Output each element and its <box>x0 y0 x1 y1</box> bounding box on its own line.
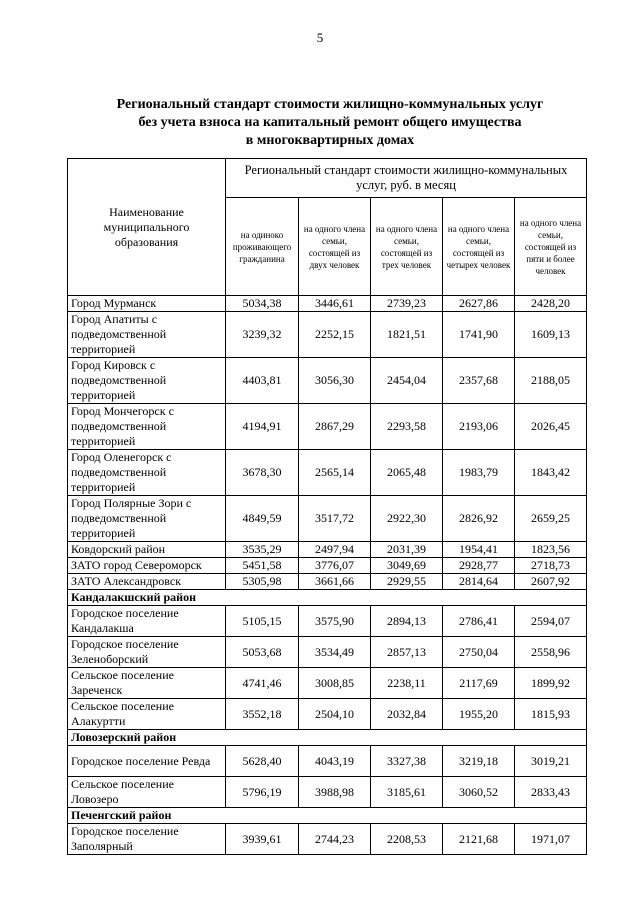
cost-value: 3239,32 <box>226 312 299 358</box>
table-row <box>68 699 587 730</box>
cost-value: 5451,58 <box>226 558 299 574</box>
cost-value: 4849,59 <box>226 496 299 542</box>
section-heading: Кандалакшский район <box>68 590 587 606</box>
municipality-name: ЗАТО город Североморск <box>68 558 226 574</box>
cost-value: 2744,23 <box>299 824 371 855</box>
cost-value: 1815,93 <box>515 699 587 730</box>
cost-value: 4741,46 <box>226 668 299 699</box>
cost-value: 3661,66 <box>299 574 371 590</box>
municipality-name: Ковдорский район <box>68 542 226 558</box>
header-family-of-five-plus: на одного члена семьи, состоящей из пяти и более человек <box>515 198 587 296</box>
header-standard-group: Региональный стандарт стоимости жилищно-коммунальных услуг, руб. в месяц <box>226 159 587 198</box>
cost-value: 2739,23 <box>371 296 443 312</box>
cost-value: 4403,81 <box>226 358 299 404</box>
cost-value: 2238,11 <box>371 668 443 699</box>
page-number: 5 <box>316 30 324 45</box>
cost-value: 2252,15 <box>299 312 371 358</box>
cost-value: 1741,90 <box>443 312 515 358</box>
cost-value: 3185,61 <box>371 777 443 808</box>
cost-value: 2428,20 <box>515 296 587 312</box>
cost-value: 3049,69 <box>371 558 443 574</box>
cost-value: 2293,58 <box>371 404 443 450</box>
municipality-name: Городское поселение Ревда <box>68 746 226 777</box>
title-line: Региональный стандарт стоимости жилищно-коммунальных услуг <box>116 97 544 112</box>
cost-value: 5105,15 <box>226 606 299 637</box>
cost-value: 3019,21 <box>515 746 587 777</box>
cost-value: 3535,29 <box>226 542 299 558</box>
cost-value: 4194,91 <box>226 404 299 450</box>
header-family-of-four: на одного члена семьи, состоящей из четырех человек <box>443 198 515 296</box>
cost-value: 2565,14 <box>299 450 371 496</box>
cost-value: 2026,45 <box>515 404 587 450</box>
table-row <box>68 542 587 558</box>
cost-value: 1843,42 <box>515 450 587 496</box>
table-row <box>68 574 587 590</box>
cost-value: 3060,52 <box>443 777 515 808</box>
cost-value: 2894,13 <box>371 606 443 637</box>
cost-value: 2594,07 <box>515 606 587 637</box>
table-row <box>68 558 587 574</box>
cost-value: 2659,25 <box>515 496 587 542</box>
table-row <box>68 404 587 450</box>
cost-value: 2497,94 <box>299 542 371 558</box>
section-heading: Печенгский район <box>68 808 587 824</box>
cost-value: 3575,90 <box>299 606 371 637</box>
table-row <box>68 777 587 808</box>
cost-value: 1955,20 <box>443 699 515 730</box>
cost-value: 2857,13 <box>371 637 443 668</box>
cost-value: 1899,92 <box>515 668 587 699</box>
cost-value: 2928,77 <box>443 558 515 574</box>
cost-value: 2627,86 <box>443 296 515 312</box>
table-row <box>68 824 587 855</box>
cost-value: 1971,07 <box>515 824 587 855</box>
cost-value: 2750,04 <box>443 637 515 668</box>
cost-value: 3327,38 <box>371 746 443 777</box>
cost-value: 2357,68 <box>443 358 515 404</box>
cost-value: 3517,72 <box>299 496 371 542</box>
cost-value: 3534,49 <box>299 637 371 668</box>
header-family-of-two: на одного члена семьи, состоящей из двух человек <box>299 198 371 296</box>
header-family-of-three: на одного члена семьи, состоящей из трех человек <box>371 198 443 296</box>
table-row <box>68 358 587 404</box>
table-row <box>68 496 587 542</box>
cost-value: 5305,98 <box>226 574 299 590</box>
section-heading: Ловозерский район <box>68 730 587 746</box>
header-single-resident: на одиноко проживающего гражданина <box>226 198 299 296</box>
cost-value: 2454,04 <box>371 358 443 404</box>
cost-value: 2031,39 <box>371 542 443 558</box>
cost-value: 2867,29 <box>299 404 371 450</box>
cost-value: 1823,56 <box>515 542 587 558</box>
table-row <box>68 450 587 496</box>
cost-value: 3446,61 <box>299 296 371 312</box>
table-row <box>68 606 587 637</box>
cost-value: 2065,48 <box>371 450 443 496</box>
table-row <box>68 637 587 668</box>
cost-value: 4043,19 <box>299 746 371 777</box>
municipality-name: Город Апатиты с подведомственной территорией <box>68 312 226 358</box>
cost-value: 2208,53 <box>371 824 443 855</box>
cost-value: 2929,55 <box>371 574 443 590</box>
section-row <box>68 590 587 606</box>
municipality-name: Городское поселение Заполярный <box>68 824 226 855</box>
municipality-name: Сельское поселение Зареченск <box>68 668 226 699</box>
cost-value: 2504,10 <box>299 699 371 730</box>
cost-value: 2607,92 <box>515 574 587 590</box>
cost-value: 2922,30 <box>371 496 443 542</box>
cost-value: 3056,30 <box>299 358 371 404</box>
section-row <box>68 808 587 824</box>
table-row <box>68 746 587 777</box>
cost-value: 3552,18 <box>226 699 299 730</box>
title-line: в многоквартирных домах <box>245 133 415 148</box>
table-row <box>68 312 587 358</box>
municipality-name: Сельское поселение Алакуртти <box>68 699 226 730</box>
table-row <box>68 296 587 312</box>
cost-value: 3776,07 <box>299 558 371 574</box>
cost-value: 2188,05 <box>515 358 587 404</box>
cost-value: 1983,79 <box>443 450 515 496</box>
title-line: без учета взноса на капитальный ремонт общего имущества <box>138 115 522 130</box>
header-municipality: Наименование муниципального образования <box>68 159 226 296</box>
cost-value: 1609,13 <box>515 312 587 358</box>
cost-value: 2786,41 <box>443 606 515 637</box>
cost-value: 2826,92 <box>443 496 515 542</box>
cost-value: 2558,96 <box>515 637 587 668</box>
section-row <box>68 730 587 746</box>
cost-value: 3988,98 <box>299 777 371 808</box>
cost-value: 2718,73 <box>515 558 587 574</box>
cost-value: 5628,40 <box>226 746 299 777</box>
cost-value: 1954,41 <box>443 542 515 558</box>
table-body <box>68 296 587 855</box>
cost-value: 2193,06 <box>443 404 515 450</box>
cost-value: 5796,19 <box>226 777 299 808</box>
table-row <box>68 668 587 699</box>
document-title <box>60 96 600 150</box>
cost-value: 3008,85 <box>299 668 371 699</box>
cost-value: 3939,61 <box>226 824 299 855</box>
municipality-name: Сельское поселение Ловозеро <box>68 777 226 808</box>
municipality-name: ЗАТО Александровск <box>68 574 226 590</box>
cost-value: 3678,30 <box>226 450 299 496</box>
cost-value: 2814,64 <box>443 574 515 590</box>
cost-value: 2121,68 <box>443 824 515 855</box>
municipality-name: Город Мончегорск с подведомственной территорией <box>68 404 226 450</box>
cost-value: 1821,51 <box>371 312 443 358</box>
municipality-name: Городское поселение Кандалакша <box>68 606 226 637</box>
cost-value: 3219,18 <box>443 746 515 777</box>
cost-value: 2117,69 <box>443 668 515 699</box>
housing-cost-table <box>67 158 587 855</box>
municipality-name: Город Мурманск <box>68 296 226 312</box>
municipality-name: Город Полярные Зори с подведомственной территорией <box>68 496 226 542</box>
municipality-name: Городское поселение Зеленоборский <box>68 637 226 668</box>
municipality-name: Город Оленегорск с подведомственной территорией <box>68 450 226 496</box>
cost-value: 2833,43 <box>515 777 587 808</box>
cost-value: 5053,68 <box>226 637 299 668</box>
municipality-name: Город Кировск с подведомственной территорией <box>68 358 226 404</box>
cost-value: 5034,38 <box>226 296 299 312</box>
cost-value: 2032,84 <box>371 699 443 730</box>
